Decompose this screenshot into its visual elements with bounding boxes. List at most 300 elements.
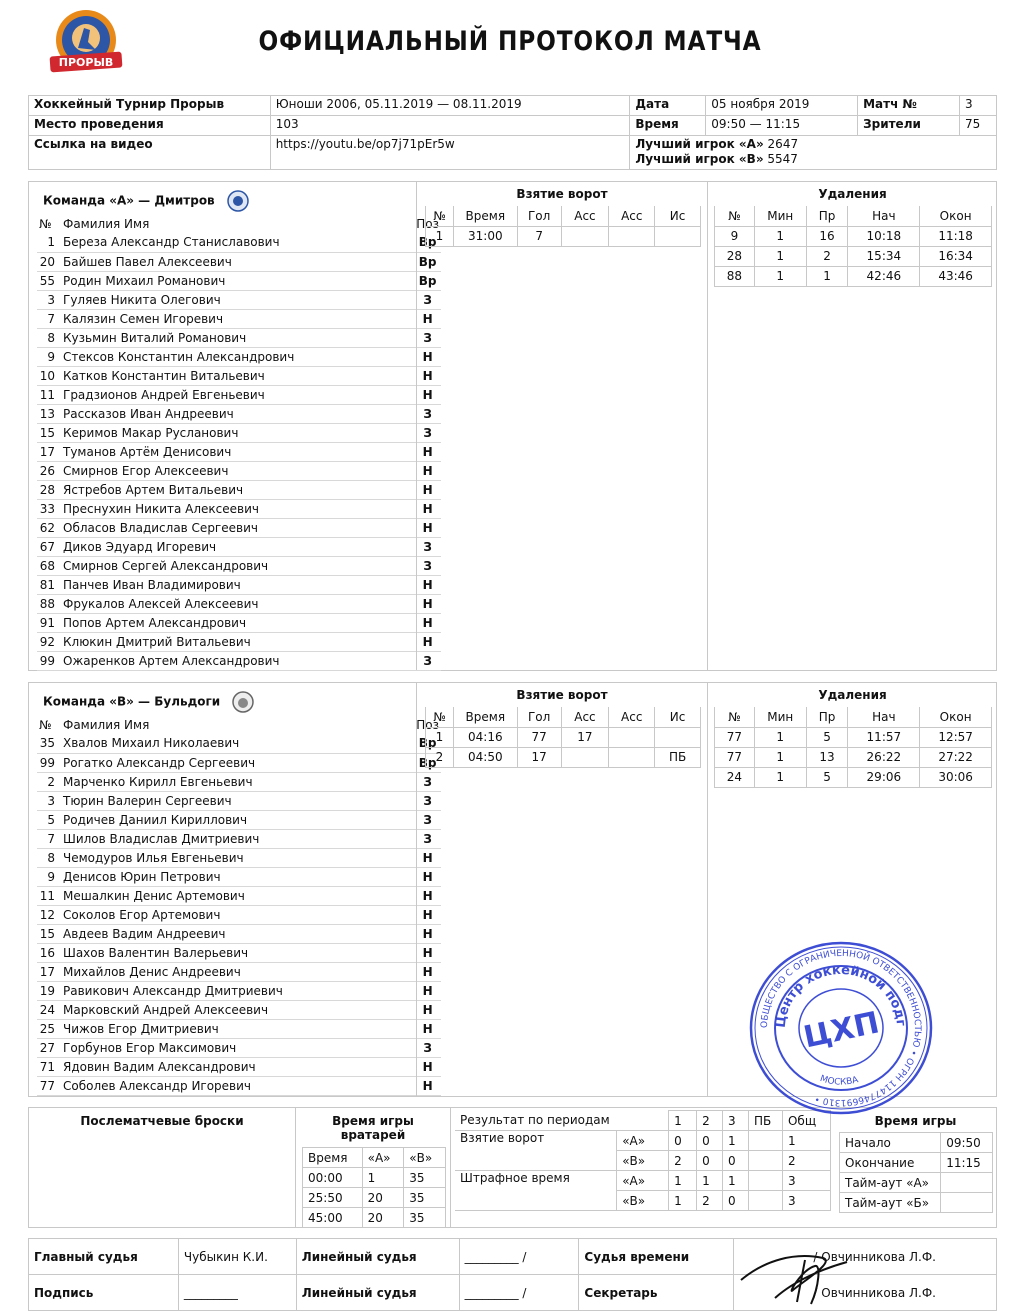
pen-col-reason: Пр (806, 206, 848, 226)
goal-res (655, 226, 701, 246)
player-name: Родин Михаил Романович (61, 271, 414, 290)
player-name: Родичев Даниил Кириллович (61, 810, 414, 829)
goal-a1 (561, 747, 609, 767)
goal-goal: 7 (517, 226, 561, 246)
team-a-penalties-table (714, 206, 992, 287)
player-position: Вр (414, 271, 441, 290)
penalty-start: 26:22 (848, 747, 920, 767)
player-name: Смирнов Егор Алексеевич (61, 461, 414, 480)
period-col-shootout: ПБ (749, 1111, 783, 1131)
player-number: 11 (37, 385, 61, 404)
goalie-time: 45:00 (303, 1208, 363, 1228)
player-row (37, 651, 441, 670)
date-label: Дата (630, 96, 706, 116)
player-position: Н (414, 1076, 441, 1095)
penalty-end: 16:34 (920, 246, 992, 266)
line-referee-label: Линейный судья (296, 1239, 459, 1275)
player-position: Н (414, 924, 441, 943)
goal-row (426, 727, 701, 747)
player-number: 5 (37, 810, 61, 829)
goal-n: 1 (426, 226, 454, 246)
goalie-row (303, 1188, 446, 1208)
period-cell: 3 (782, 1191, 830, 1211)
player-number: 3 (37, 290, 61, 309)
player-name: Рогатко Александр Сергеевич (61, 753, 414, 772)
player-position: Н (414, 480, 441, 499)
goalie-a: 1 (362, 1168, 404, 1188)
player-position: Н (414, 1057, 441, 1076)
player-row (37, 753, 441, 772)
period-cell: 1 (723, 1171, 749, 1191)
player-number: 1 (37, 233, 61, 252)
player-name: Береза Александр Станиславович (61, 233, 414, 252)
pen-col-end: Окон (920, 206, 992, 226)
player-row (37, 924, 441, 943)
player-number: 15 (37, 423, 61, 442)
player-position: Н (414, 347, 441, 366)
player-number: 2 (37, 772, 61, 791)
player-number: 7 (37, 829, 61, 848)
game-end-value: 11:15 (941, 1153, 993, 1173)
goal-n: 2 (426, 747, 454, 767)
player-name: Чемодуров Илья Евгеньевич (61, 848, 414, 867)
pen-col-reason: Пр (806, 707, 848, 727)
penalty-min: 1 (754, 727, 806, 747)
goals-col-outcome: Ис (655, 206, 701, 226)
penalty-n: 77 (715, 747, 755, 767)
player-row (37, 1019, 441, 1038)
team-b-emblem-icon (232, 691, 254, 713)
spectators-label: Зрители (858, 116, 960, 136)
goals-col-num: № (426, 707, 454, 727)
player-name: Стексов Константин Александрович (61, 347, 414, 366)
player-name: Байшев Павел Алексеевич (61, 252, 414, 271)
player-name: Чижов Егор Дмитриевич (61, 1019, 414, 1038)
player-name: Калязин Семен Игоревич (61, 309, 414, 328)
player-name: Денисов Юрин Петрович (61, 867, 414, 886)
penalty-row (715, 767, 992, 787)
player-name: Преснухин Никита Алексеевич (61, 499, 414, 518)
goalie-time-section (295, 1108, 450, 1227)
best-players (630, 136, 997, 170)
player-name: Шахов Валентин Валерьевич (61, 943, 414, 962)
player-position: Н (414, 366, 441, 385)
penalty-end: 11:18 (920, 226, 992, 246)
player-row (37, 1057, 441, 1076)
player-row (37, 886, 441, 905)
player-position: З (414, 829, 441, 848)
team-a-goals-section (416, 182, 707, 670)
goals-col-goal: Гол (517, 206, 561, 226)
venue-label: Место проведения (29, 116, 271, 136)
timekeeper-label: Судья времени (579, 1239, 734, 1275)
player-position: Н (414, 905, 441, 924)
player-row (37, 772, 441, 791)
player-position: З (414, 810, 441, 829)
video-link[interactable]: https://youtu.be/op7j71pEr5w (270, 136, 630, 170)
pen-col-min: Мин (754, 707, 806, 727)
best-b-label: Лучший игрок «В» (635, 152, 764, 166)
penalty-start: 11:57 (848, 727, 920, 747)
player-name: Равикович Александр Дмитриевич (61, 981, 414, 1000)
period-cell: 1 (669, 1171, 697, 1191)
player-number: 3 (37, 791, 61, 810)
penalty-min: 1 (754, 226, 806, 246)
goals-col-assist2: Асс (609, 206, 655, 226)
penalty-reason: 16 (806, 226, 848, 246)
period-cell (749, 1171, 783, 1191)
game-time-title: Время игры (874, 1114, 957, 1128)
match-number-value: 3 (960, 96, 997, 116)
secretary-value: / Овчинникова Л.Ф. (734, 1275, 997, 1311)
player-name: Градзионов Андрей Евгеньевич (61, 385, 414, 404)
player-row (37, 1076, 441, 1095)
periods-section (450, 1108, 835, 1227)
player-row (37, 594, 441, 613)
player-name: Марковский Андрей Алексеевич (61, 1000, 414, 1019)
timeout-b-value (941, 1193, 993, 1213)
goalie-b: 35 (404, 1168, 446, 1188)
goal-a1: 17 (561, 727, 609, 747)
player-number: 28 (37, 480, 61, 499)
player-number: 9 (37, 867, 61, 886)
penalty-start: 29:06 (848, 767, 920, 787)
goals-col-assist1: Асс (561, 206, 609, 226)
main-referee-label: Главный судья (29, 1239, 179, 1275)
spectators-value: 75 (960, 116, 997, 136)
period-cell (749, 1191, 783, 1211)
game-end-label: Окончание (840, 1153, 941, 1173)
signature-value: _________ (178, 1275, 296, 1311)
team-a-goals-title: Взятие ворот (516, 187, 608, 201)
player-name: Соколов Егор Артемович (61, 905, 414, 924)
player-position: З (414, 556, 441, 575)
player-name: Катков Константин Витальевич (61, 366, 414, 385)
goal-n: 1 (426, 727, 454, 747)
player-number: 88 (37, 594, 61, 613)
time-value: 09:50 — 11:15 (706, 116, 858, 136)
player-number: 68 (37, 556, 61, 575)
periods-pen-team-a: «А» (617, 1171, 669, 1191)
shootout-title: Послематчевые броски (80, 1114, 244, 1128)
svg-text:ЦХП: ЦХП (800, 1005, 883, 1056)
player-row (37, 962, 441, 981)
player-number: 81 (37, 575, 61, 594)
player-number: 19 (37, 981, 61, 1000)
goal-a1 (561, 226, 609, 246)
goals-col-outcome: Ис (655, 707, 701, 727)
best-a-label: Лучший игрок «А» (635, 137, 764, 151)
player-number: 27 (37, 1038, 61, 1057)
penalty-reason: 5 (806, 727, 848, 747)
penalty-end: 27:22 (920, 747, 992, 767)
player-position: З (414, 1038, 441, 1057)
penalty-n: 24 (715, 767, 755, 787)
player-number: 24 (37, 1000, 61, 1019)
player-position: З (414, 404, 441, 423)
player-position: З (414, 290, 441, 309)
period-cell: 2 (782, 1151, 830, 1171)
goal-time: 31:00 (453, 226, 517, 246)
periods-pen-team-b: «В» (617, 1191, 669, 1211)
tournament-value: Юноши 2006, 05.11.2019 — 08.11.2019 (270, 96, 630, 116)
pen-col-num: № (715, 206, 755, 226)
team-a-name: Команда «А» — Дмитров (43, 193, 215, 208)
player-name: Клюкин Дмитрий Витальевич (61, 632, 414, 651)
match-number-label: Матч № (858, 96, 960, 116)
player-number: 67 (37, 537, 61, 556)
line-referee2-label: Линейный судья (296, 1275, 459, 1311)
player-number: 20 (37, 252, 61, 271)
svg-text:МОСКВА: МОСКВА (818, 1073, 860, 1088)
player-row (37, 1038, 441, 1057)
goal-a2 (609, 226, 655, 246)
goal-time: 04:50 (453, 747, 517, 767)
goalie-col-a: «А» (362, 1148, 404, 1168)
svg-text:ОБЩЕСТВО С ОГРАНИЧЕННОЙ ОТВЕТС: ОБЩЕСТВО С ОГРАНИЧЕННОЙ ОТВЕТСТВЕННОСТЬЮ • ОГРН 1147746691310 • (759, 948, 923, 1108)
player-row (37, 347, 441, 366)
goal-row (426, 226, 701, 246)
team-a-title (43, 190, 249, 212)
player-number: 15 (37, 924, 61, 943)
venue-value: 103 (270, 116, 630, 136)
goal-goal: 17 (517, 747, 561, 767)
player-name: Тюрин Валерин Сергеевич (61, 791, 414, 810)
goals-col-assist1: Асс (561, 707, 609, 727)
penalty-n: 28 (715, 246, 755, 266)
player-position: Н (414, 981, 441, 1000)
player-number: 10 (37, 366, 61, 385)
secretary-label: Секретарь (579, 1275, 734, 1311)
periods-goals-team-b: «В» (617, 1151, 669, 1171)
player-number: 8 (37, 848, 61, 867)
handwritten-signature (735, 1240, 855, 1310)
periods-penalty-label: Штрафное время (455, 1171, 617, 1211)
roster-pos-header: Поз (416, 216, 439, 231)
player-number: 33 (37, 499, 61, 518)
match-info-table (28, 95, 997, 170)
player-position: Н (414, 613, 441, 632)
timeout-a-value (941, 1173, 993, 1193)
official-stamp (748, 940, 934, 1116)
period-col-2: 2 (697, 1111, 723, 1131)
goalie-col-time: Время (303, 1148, 363, 1168)
player-row (37, 537, 441, 556)
penalty-n: 77 (715, 727, 755, 747)
period-cell (749, 1151, 783, 1171)
pen-col-start: Нач (848, 707, 920, 727)
player-position: З (414, 772, 441, 791)
periods-table (455, 1110, 831, 1211)
player-position: З (414, 791, 441, 810)
penalty-end: 43:46 (920, 266, 992, 286)
player-position: Н (414, 962, 441, 981)
goals-col-num: № (426, 206, 454, 226)
player-number: 25 (37, 1019, 61, 1038)
main-referee-value: Чубыкин К.И. (178, 1239, 296, 1275)
player-position: Н (414, 886, 441, 905)
line-referee2-value: _________ / (459, 1275, 579, 1311)
player-name: Хвалов Михаил Николаевич (61, 734, 414, 753)
player-number: 35 (37, 734, 61, 753)
game-start-label: Начало (840, 1133, 941, 1153)
penalty-start: 42:46 (848, 266, 920, 286)
player-number: 91 (37, 613, 61, 632)
player-number: 99 (37, 651, 61, 670)
player-position: Н (414, 575, 441, 594)
player-name: Ястребов Артем Витальевич (61, 480, 414, 499)
penalty-row (715, 226, 992, 246)
goal-res: ПБ (655, 747, 701, 767)
player-position: Н (414, 594, 441, 613)
player-row (37, 867, 441, 886)
pen-col-min: Мин (754, 206, 806, 226)
penalty-min: 1 (754, 246, 806, 266)
goal-row (426, 747, 701, 767)
period-cell: 3 (782, 1171, 830, 1191)
goalie-b: 35 (404, 1208, 446, 1228)
player-number: 13 (37, 404, 61, 423)
period-cell: 0 (669, 1131, 697, 1151)
tournament-label: Хоккейный Турнир Прорыв (29, 96, 271, 116)
periods-goals-team-a: «А» (617, 1131, 669, 1151)
penalty-reason: 13 (806, 747, 848, 767)
penalty-end: 30:06 (920, 767, 992, 787)
player-position: З (414, 651, 441, 670)
player-row (37, 943, 441, 962)
team-b-title (43, 691, 254, 713)
period-cell (749, 1131, 783, 1151)
team-b-name: Команда «В» — Бульдоги (43, 694, 221, 709)
player-name: Марченко Кирилл Евгеньевич (61, 772, 414, 791)
player-number: 8 (37, 328, 61, 347)
shootout-section (29, 1108, 295, 1227)
player-row (37, 271, 441, 290)
team-b-roster (37, 715, 441, 1096)
player-position: Н (414, 442, 441, 461)
penalty-row (715, 266, 992, 286)
player-row (37, 613, 441, 632)
goals-col-assist2: Асс (609, 707, 655, 727)
penalty-min: 1 (754, 767, 806, 787)
goal-a2 (609, 747, 655, 767)
player-name: Попов Артем Александрович (61, 613, 414, 632)
signature-label: Подпись (29, 1275, 179, 1311)
player-row (37, 328, 441, 347)
player-position: З (414, 537, 441, 556)
team-a-panel (28, 181, 997, 671)
player-row (37, 518, 441, 537)
date-value: 05 ноября 2019 (706, 96, 858, 116)
player-row (37, 848, 441, 867)
player-row (37, 791, 441, 810)
goal-a2 (609, 727, 655, 747)
player-row (37, 810, 441, 829)
player-name: Туманов Артём Денисович (61, 442, 414, 461)
timeout-a-label: Тайм-аут «А» (840, 1173, 941, 1193)
penalty-reason: 1 (806, 266, 848, 286)
video-label: Ссылка на видео (29, 136, 271, 170)
goals-col-goal: Гол (517, 707, 561, 727)
game-start-value: 09:50 (941, 1133, 993, 1153)
penalty-start: 15:34 (848, 246, 920, 266)
player-name: Смирнов Сергей Александрович (61, 556, 414, 575)
player-position: Вр (414, 734, 441, 753)
team-b-penalties-table (714, 707, 992, 788)
player-position: Вр (414, 753, 441, 772)
period-cell: 0 (723, 1191, 749, 1211)
player-row (37, 252, 441, 271)
tournament-logo (44, 8, 128, 76)
player-number: 16 (37, 943, 61, 962)
period-col-3: 3 (723, 1111, 749, 1131)
player-row (37, 442, 441, 461)
timekeeper-value: / Овчинникова Л.Ф. (734, 1239, 997, 1275)
player-row (37, 309, 441, 328)
player-row (37, 461, 441, 480)
period-col-1: 1 (669, 1111, 697, 1131)
player-number: 62 (37, 518, 61, 537)
player-number: 9 (37, 347, 61, 366)
player-name: Михайлов Денис Андреевич (61, 962, 414, 981)
player-row (37, 905, 441, 924)
goalie-b: 35 (404, 1188, 446, 1208)
best-a-value: 2647 (767, 137, 799, 151)
player-position: Вр (414, 252, 441, 271)
player-name: Ожаренков Артем Александрович (61, 651, 414, 670)
player-name: Горбунов Егор Максимович (61, 1038, 414, 1057)
team-b-goals-section (416, 683, 707, 1096)
player-name: Кузьмин Виталий Романович (61, 328, 414, 347)
goals-col-time: Время (453, 206, 517, 226)
player-position: Н (414, 309, 441, 328)
goalie-a: 20 (362, 1208, 404, 1228)
player-position: Н (414, 1000, 441, 1019)
player-number: 55 (37, 271, 61, 290)
player-row (37, 734, 441, 753)
period-cell: 0 (697, 1151, 723, 1171)
player-row (37, 632, 441, 651)
player-number: 11 (37, 886, 61, 905)
period-cell: 2 (697, 1191, 723, 1211)
player-number: 17 (37, 442, 61, 461)
player-number: 7 (37, 309, 61, 328)
player-row (37, 385, 441, 404)
player-name: Ядовин Вадим Александрович (61, 1057, 414, 1076)
team-a-penalties-section (707, 182, 997, 670)
goalie-time: 00:00 (303, 1168, 363, 1188)
penalty-n: 88 (715, 266, 755, 286)
goalie-row (303, 1168, 446, 1188)
penalty-row (715, 727, 992, 747)
player-name: Гуляев Никита Олегович (61, 290, 414, 309)
period-cell: 1 (669, 1191, 697, 1211)
player-row (37, 829, 441, 848)
player-name: Панчев Иван Владимирович (61, 575, 414, 594)
roster-pos-header: Поз (416, 717, 439, 732)
goal-goal: 77 (517, 727, 561, 747)
period-cell: 0 (723, 1151, 749, 1171)
player-name: Авдеев Вадим Андреевич (61, 924, 414, 943)
player-position: Н (414, 1019, 441, 1038)
goals-col-time: Время (453, 707, 517, 727)
penalty-min: 1 (754, 266, 806, 286)
penalty-start: 10:18 (848, 226, 920, 246)
pen-col-start: Нач (848, 206, 920, 226)
player-name: Фрукалов Алексей Алексеевич (61, 594, 414, 613)
roster-num-header: № (39, 717, 52, 732)
player-position: З (414, 423, 441, 442)
